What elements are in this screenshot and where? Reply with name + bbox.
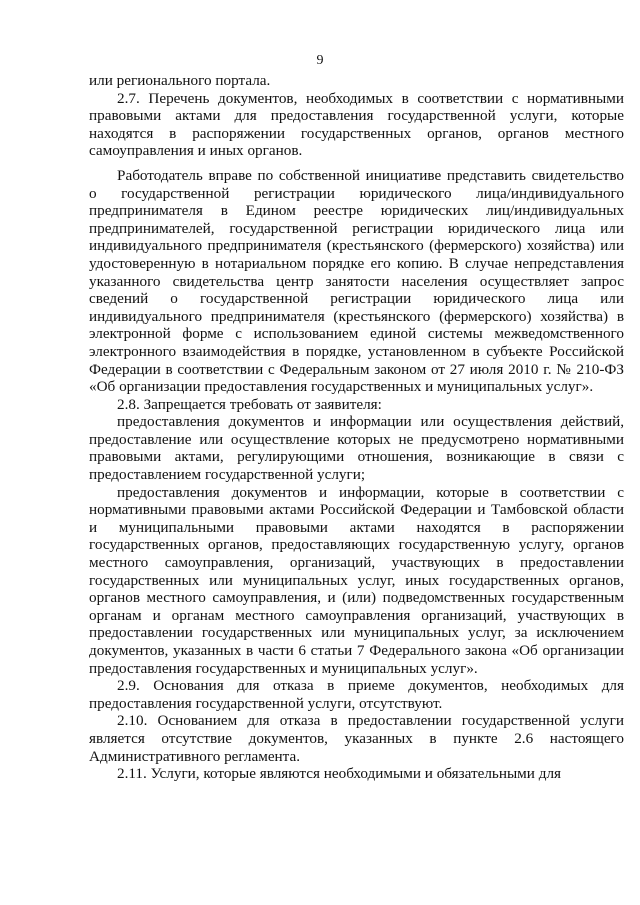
paragraph-2-10: 2.10. Основанием для отказа в предоставлении государственной услуги является отсутствие документов, указанных в пункте 2.6 настоящего Административного регламента. xyxy=(89,712,624,765)
paragraph-prohibition-documents: предоставления документов и информации, которые в соответствии с нормативными правовыми актами Российской Федерации и Тамбовской области и муниципальными правовыми актами находятся в распоряжении государственных органов, предоставляющих государственную услугу, органов местного самоуправления, организаций, участвующих в предоставлении государственных или муниципальных услуг, иных государственных органов, органов местного самоуправления, и (или) подведомственных государственным органам и органам местного самоуправления организаций, участвующих в предоставлении государственных или муниципальных услуг, за исключением документов, указанных в части 6 статьи 7 Федерального закона «Об организации предоставления государственных и муниципальных услуг». xyxy=(89,483,624,677)
document-body xyxy=(89,72,624,783)
paragraph-prohibition-actions: предоставления документов и информации или осуществления действий, предоставление или осуществление которых не предусмотрено нормативными правовыми актами, регулирующими отношения, возникающие в связи с предоставлением государственной услуги; xyxy=(89,413,624,484)
paragraph-employer-certificate: Работодатель вправе по собственной инициативе представить свидетельство о государственной регистрации юридического лица/индивидуального предпринимателя в Едином реестре юридических лиц/индивидуальных предпринимателей, государственной регистрации юридического лица или индивидуального предпринимателя (крестьянского (фермерского) хозяйства) или удостоверенную в нотариальном порядке его копию. В случае непредставления указанного свидетельства центр занятости населения осуществляет запрос сведений о государственной регистрации юридического лица или индивидуального предпринимателя (крестьянского (фермерского) хозяйства) в электронной форме с использованием единой системы межведомственного электронного взаимодействия в порядке, установленном в субъекте Российской Федерации в соответствии с Федеральным законом от 27 июля 2010 г. № 210-ФЗ «Об организации предоставления государственных и муниципальных услуг». xyxy=(89,166,624,396)
paragraph-2-11: 2.11. Услуги, которые являются необходимыми и обязательными для xyxy=(117,765,562,783)
paragraph-2-7: 2.7. Перечень документов, необходимых в соответствии с нормативными правовыми актами для предоставления государственной услуги, которые находятся в распоряжении государственных органов, органов местного самоуправления и иных органов. xyxy=(89,89,624,160)
page-number: 9 xyxy=(316,53,324,68)
paragraph-2-8: 2.8. Запрещается требовать от заявителя: xyxy=(117,395,382,413)
paragraph-continuation: или регионального портала. xyxy=(89,72,271,89)
paragraph-2-9: 2.9. Основания для отказа в приеме документов, необходимых для предоставления государственной услуги, отсутствуют. xyxy=(89,677,624,712)
